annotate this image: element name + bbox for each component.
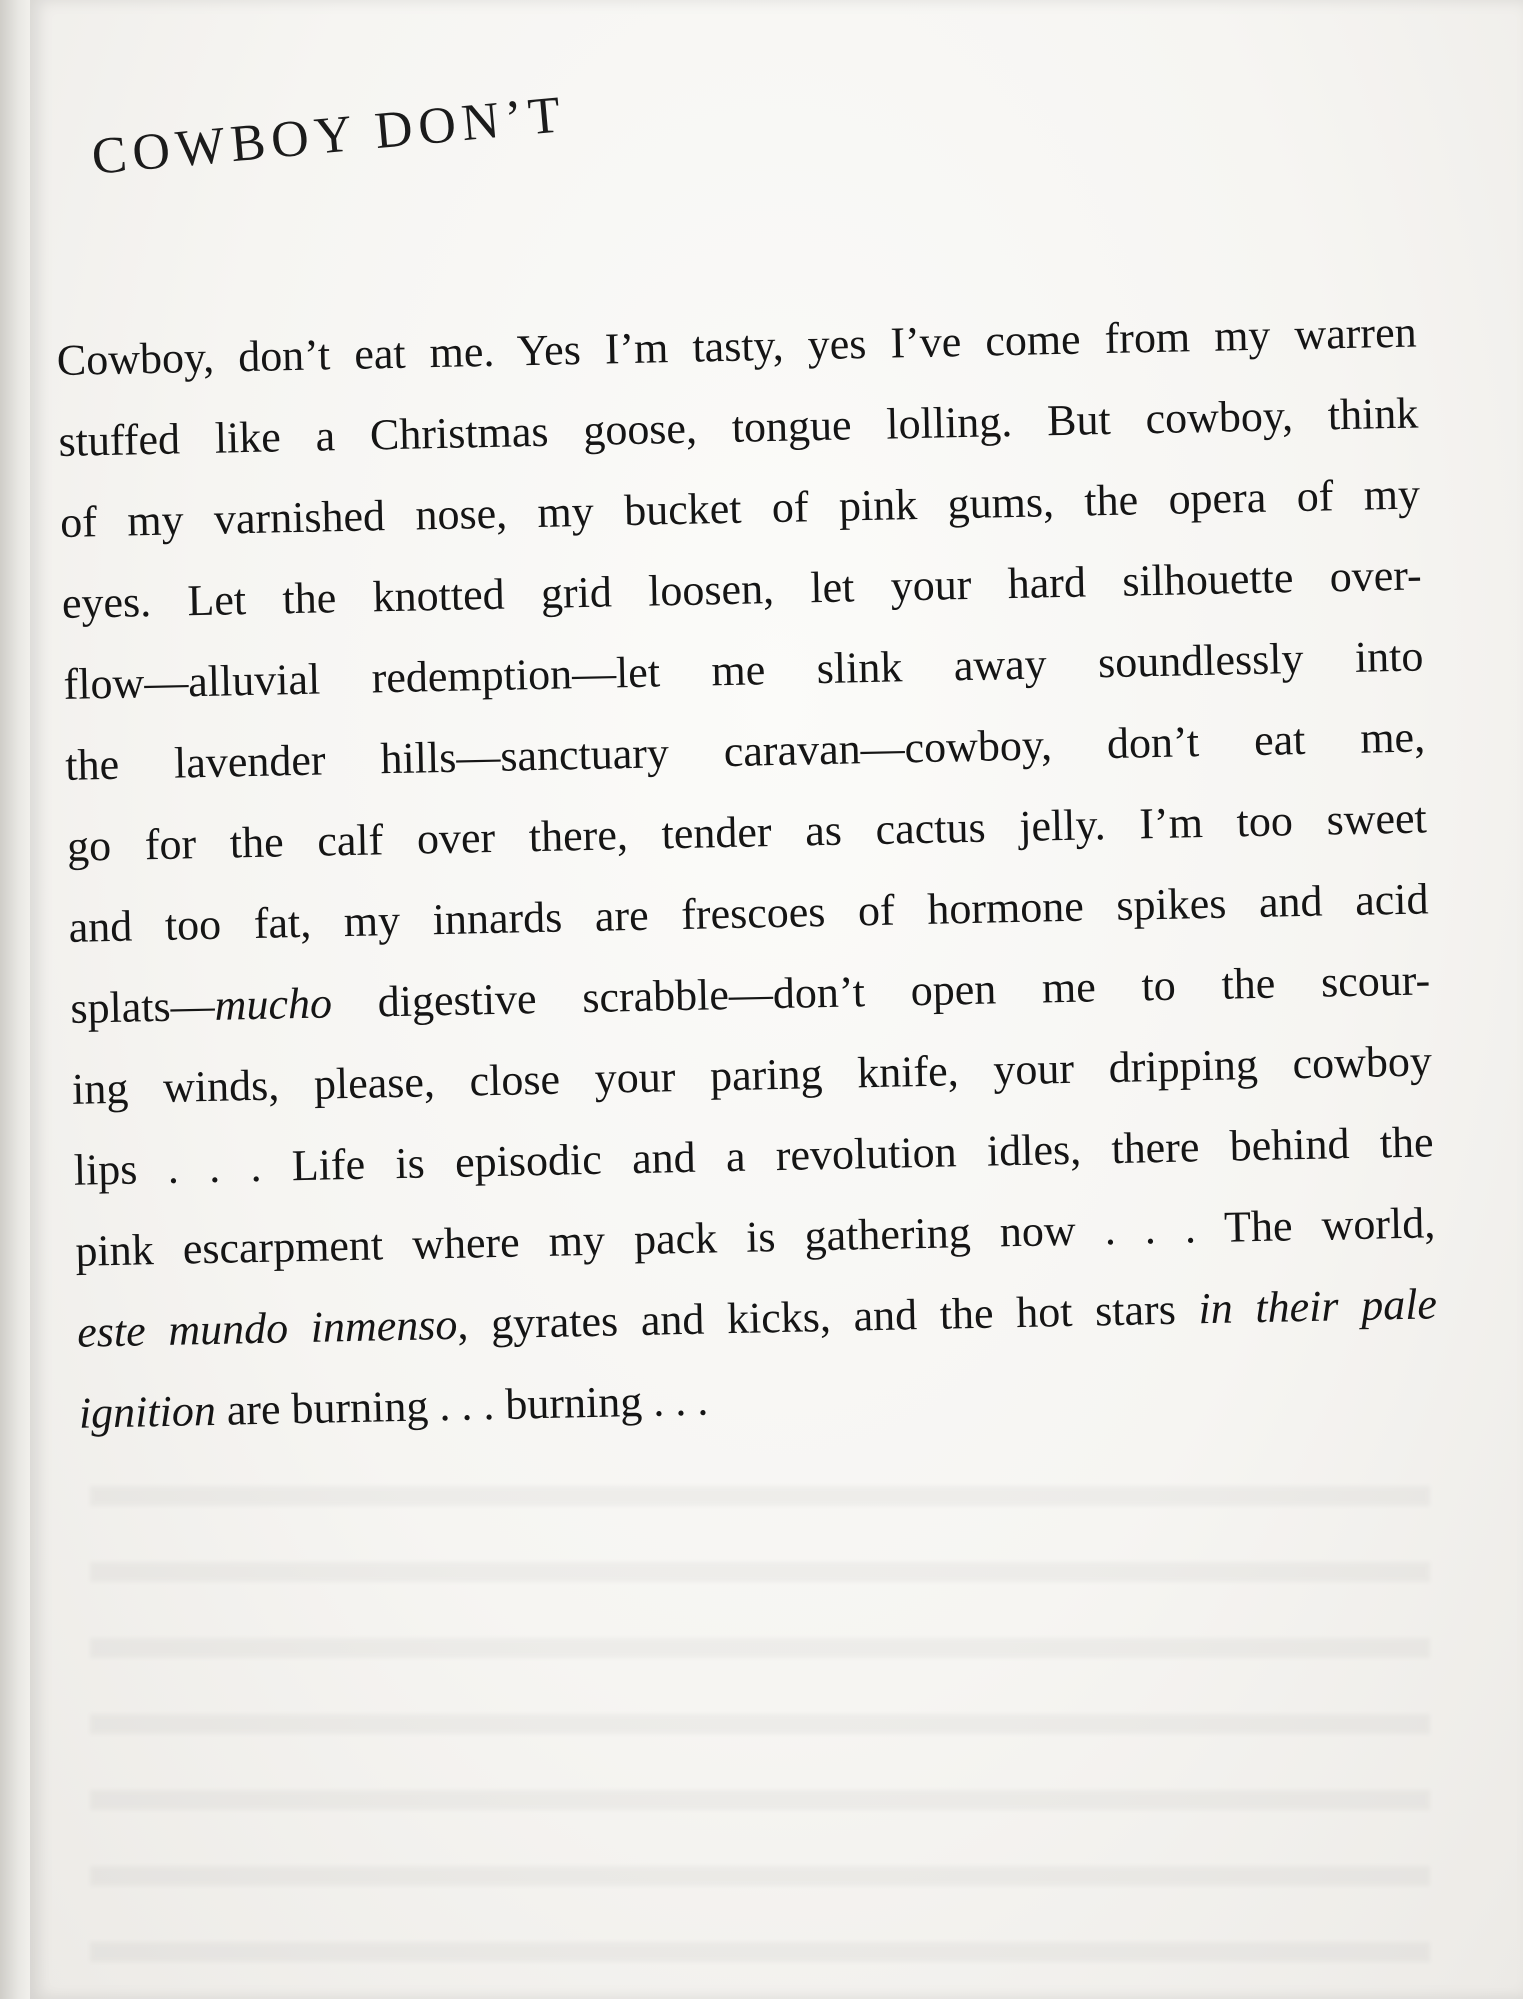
italic-text-segment: este mundo inmenso <box>76 1299 458 1357</box>
text-segment: Cowboy, don’t eat me. Yes I’m tasty, yes I’ve come from my warren <box>56 307 1418 385</box>
text-segment: the lavender hills—sanctuary caravan—cowboy, don’t eat me, <box>64 712 1426 790</box>
italic-text-segment: ignition <box>78 1385 217 1438</box>
italic-text-segment: mucho <box>214 978 333 1030</box>
text-segment: go for the calf over there, tender as cactus jelly. I’m too sweet <box>66 793 1428 871</box>
text-segment: are burning . . . burning . . . <box>215 1375 709 1435</box>
text-segment: stuffed like a Christmas goose, tongue lolling. But cowboy, think <box>58 388 1419 466</box>
show-through-text <box>90 1430 1430 1970</box>
adjacent-page-edge <box>0 0 32 1999</box>
text-segment: splats— <box>69 980 216 1033</box>
text-segment: , gyrates and kicks, and the hot stars <box>456 1284 1199 1349</box>
text-segment: of my varnished nose, my bucket of pink gums, the opera of my <box>59 469 1421 547</box>
page-title: COWBOY DON’T <box>89 85 569 186</box>
text-segment: eyes. Let the knotted grid loosen, let your hard silhouette over- <box>61 550 1423 628</box>
text-segment: and too fat, my innards are frescoes of hormone spikes and acid <box>68 874 1429 952</box>
text-segment: flow—alluvial redemption—let me slink away soundlessly into <box>63 631 1424 709</box>
text-segment: pink escarpment where my pack is gathering now . . . The world, <box>74 1198 1436 1276</box>
text-segment: ing winds, please, close your paring knife, your dripping cowboy <box>71 1036 1433 1114</box>
text-segment: digestive scrabble—don’t open me to the scour- <box>331 955 1431 1028</box>
text-segment: lips . . . Life is episodic and a revolution idles, there behind the <box>73 1117 1435 1195</box>
prose-body <box>56 292 1439 1454</box>
italic-text-segment: in their pale <box>1197 1279 1438 1334</box>
